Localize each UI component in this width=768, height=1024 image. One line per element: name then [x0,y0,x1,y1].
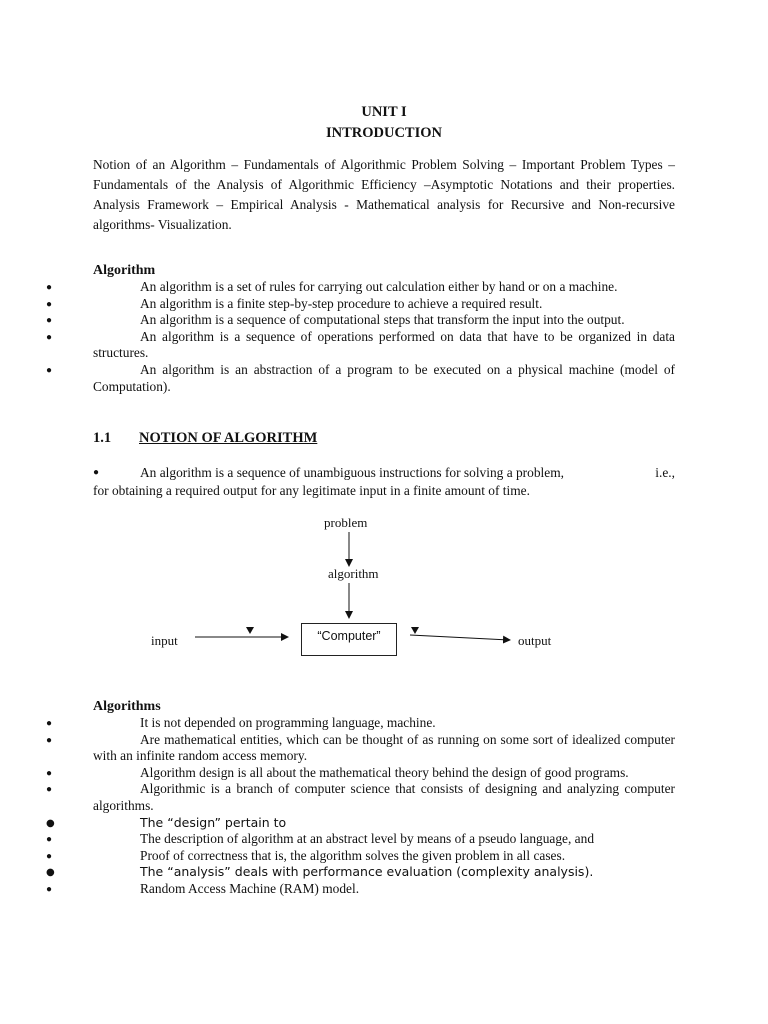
bullet-icon: ● [46,718,53,729]
bullet-icon: ● [46,364,53,376]
bullet-icon: ● [46,767,53,779]
bullet-icon: ● [46,734,53,746]
bullet-icon: ● [46,298,53,310]
notion-line2: for obtaining a required output for any legitimate input in a finite amount of time. [93,483,530,498]
algorithms-heading: Algorithms [93,699,161,714]
bullet-icon: ● [46,331,53,343]
section-number: 1.1 [93,430,112,446]
diagram-problem-label: problem [324,515,368,530]
bullet-icon: ● [46,867,55,879]
list-item: ● The description of algorithm at an abstract level by means of a pseudo language, and [46,831,595,847]
output-tick-icon [411,627,419,634]
bullet-icon: ● [46,883,53,895]
input-tick-icon [246,627,254,634]
notion-line1: An algorithm is a sequence of unambiguous instructions for solving a problem, [140,465,564,480]
unit-label: UNIT I [361,104,407,120]
notion-ie: i.e., [655,465,675,480]
list-item: ● An algorithm is a sequence of computational steps that transform the input into the output. [46,312,625,328]
intro-paragraph: Notion of an Algorithm – Fundamentals of Algorithmic Problem Solving – Important Problem Types – Fundamentals of the Analysis of Algorithmic Efficiency –Asymptotic Notations and their properties. Analysis Framework – Empirical Analysis - Mathematical analysis for Recursive and Non-recursive algorithms- Visualization. [93,157,675,232]
list-item: ● An algorithm is a sequence of operations performed on data that have to be organized in data structures. [46,328,675,361]
diagram-computer-box: “Computer” [301,623,397,656]
algorithms-list [46,715,675,898]
diagram-output-label: output [518,633,552,648]
list-item: ● Proof of correctness that is, the algorithm solves the given problem in all cases. [46,847,566,863]
output-arrow [410,635,510,640]
list-item: ● An algorithm is an abstraction of a program to be executed on a physical machine (model of Computation). [46,361,675,394]
bullet-icon: ● [46,282,53,293]
bullet-icon: ● [46,315,53,327]
bullet-icon: ● [46,850,53,862]
bullet-icon: ● [46,817,55,829]
list-item: ● The “analysis” deals with performance evaluation (complexity analysis). [46,864,594,880]
diagram-input-label: input [151,633,178,648]
page-title: INTRODUCTION [325,125,442,141]
bullet-icon: ● [93,467,100,478]
bullet-icon: ● [46,784,53,796]
list-item: ● It is not depended on programming language, machine. [46,715,436,730]
list-item: ● An algorithm is a finite step-by-step procedure to achieve a required result. [46,295,543,311]
list-item: ● Algorithmic is a branch of computer science that consists of designing and analyzing computer algorithms. [46,781,675,813]
diagram-algorithm-label: algorithm [328,566,379,581]
list-item: ● Algorithm design is all about the mathematical theory behind the design of good programs. [46,764,629,780]
bullet-icon: ● [46,834,53,846]
algorithm-heading: Algorithm [93,263,156,278]
list-item: ● Are mathematical entities, which can be thought of as running on some sort of idealized computer with an infinite random access memory. [46,731,675,764]
list-item: ● An algorithm is a set of rules for carrying out calculation either by hand or on a machine. [46,279,618,294]
section-title: NOTION OF ALGORITHM [139,430,318,446]
list-item: ● Random Access Machine (RAM) model. [46,880,360,896]
list-item: ● The “design” pertain to [46,814,287,830]
